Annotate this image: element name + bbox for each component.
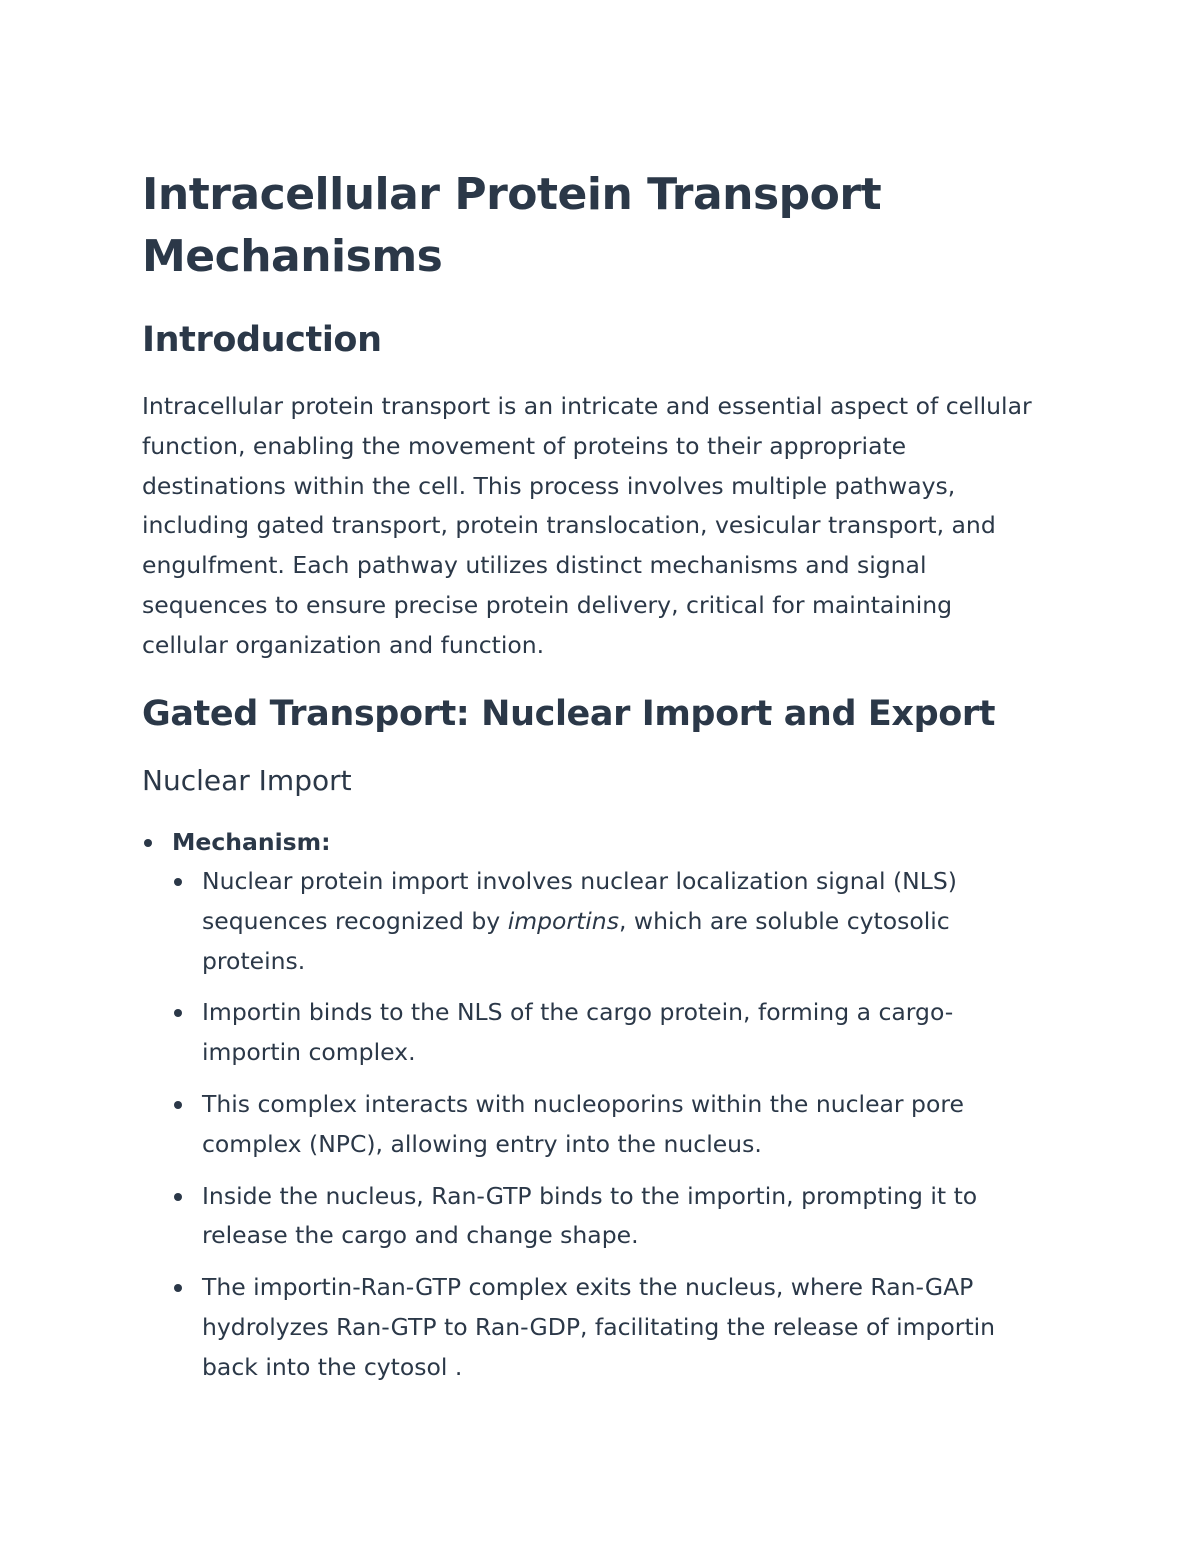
list-item — [172, 993, 1032, 1073]
bullet-icon — [144, 839, 152, 847]
bullet-icon — [174, 878, 182, 886]
importins-term: importins — [507, 906, 619, 935]
bullet-icon — [174, 1009, 182, 1017]
introduction-heading: Introduction — [142, 320, 382, 360]
list-item-text-post: , which are soluble cytosolic proteins. — [202, 906, 950, 975]
document-title: Intracellular Protein Transport Mechanisms — [142, 169, 882, 282]
list-item-text-pre: Nuclear protein import involves nuclear localization signal (NLS) sequences recognized by — [202, 867, 957, 935]
bullet-icon — [174, 1101, 182, 1109]
gated-transport-heading: Gated Transport: Nuclear Import and Export — [142, 694, 996, 734]
nuclear-import-steps — [172, 862, 1042, 1388]
introduction-paragraph: Intracellular protein transport is an intricate and essential aspect of cellular function, enabling the movement of proteins to their appropriate destinations within the cell. This process involves multiple pathways, including gated transport, protein translocation, vesicular transport, and engulfment. Each pathway utilizes distinct mechanisms and signal sequences to ensure precise protein delivery, critical for maintaining cellular organization and function. — [142, 392, 1032, 659]
list-item — [172, 862, 1032, 981]
mechanism-list-item — [142, 822, 1042, 1388]
list-item — [172, 1085, 1032, 1165]
list-item-text: Importin binds to the NLS of the cargo protein, forming a cargo-importin complex. — [202, 998, 954, 1067]
list-item-text: This complex interacts with nucleoporins within the nuclear pore complex (NPC), allowing entry into the nucleus. — [202, 1089, 964, 1158]
list-item-text: The importin-Ran-GTP complex exits the nucleus, where Ran-GAP hydrolyzes Ran-GTP to Ran-GDP, facilitating the release of importin back into the cytosol . — [202, 1273, 996, 1381]
bullet-icon — [174, 1284, 182, 1292]
nuclear-import-heading: Nuclear Import — [142, 764, 352, 797]
list-item-text: Inside the nucleus, Ran-GTP binds to the importin, prompting it to release the cargo and change shape. — [202, 1181, 978, 1250]
list-item — [172, 1268, 1032, 1387]
bullet-icon — [174, 1193, 182, 1201]
mechanism-label: Mechanism: — [172, 828, 331, 856]
mechanism-list — [142, 822, 1042, 1400]
list-item — [172, 1177, 1032, 1257]
